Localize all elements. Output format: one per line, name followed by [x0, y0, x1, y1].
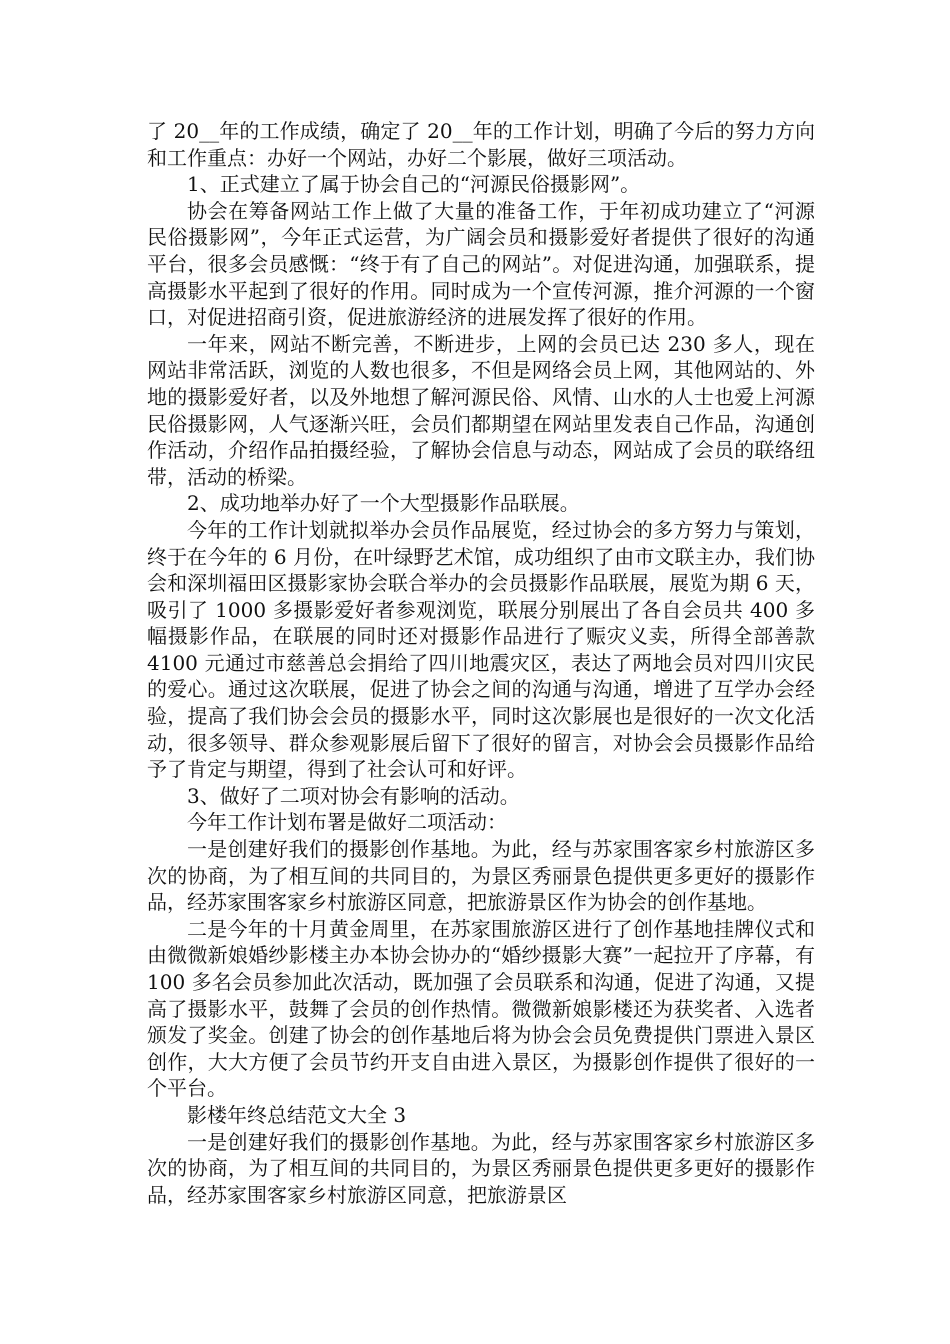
section-heading: 2、成功地举办好了一个大型摄影作品联展。 — [187, 491, 580, 516]
paragraph: 今年工作计划布署是做好二项活动： — [187, 810, 507, 835]
section-heading: 3、做好了二项对协会有影响的活动。 — [187, 783, 520, 808]
document-page — [147, 118, 815, 1208]
paragraph: 一年来，网站不断完善，不断进步，上网的会员已达 230 多人，现在网站非常活跃，浏览的人数也很多，不但是网络会员上网，其他网站的、外地的摄影爱好者，以及外地想了解河源民俗、风情、山水的人士也爱上河源民俗摄影网，人气逐渐兴旺，会员们都期望在网站里发表自己作品，沟通创作活动，介绍作品拍摄经验，了解协会信息与动态，网站成了会员的联络纽带，活动的桥梁。 — [147, 331, 815, 489]
section-heading: 1、正式建立了属于协会自己的“河源民俗摄影网”。 — [187, 172, 641, 197]
paragraph: 了 20__年的工作成绩，确定了 20__年的工作计划，明确了今后的努力方向和工作重点：办好一个网站，办好二个影展，做好三项活动。 — [147, 119, 815, 170]
paragraph: 一是创建好我们的摄影创作基地。为此，经与苏家围客家乡村旅游区多次的协商，为了相互间的共同目的，为景区秀丽景色提供更多更好的摄影作品，经苏家围客家乡村旅游区同意，把旅游景区作为协会的创作基地。 — [147, 837, 815, 915]
paragraph: 今年的工作计划就拟举办会员作品展览，经过协会的多方努力与策划，终于在今年的 6 月份，在叶绿野艺术馆，成功组织了由市文联主办，我们协会和深圳福田区摄影家协会联合举办的会员摄影作品联展，展览为期 6 天，吸引了 1000 多摄影爱好者参观浏览，联展分别展出了各自会员共 400 多幅摄影作品，在联展的同时还对摄影作品进行了赈灾义卖，所得全部善款 4100 元通过市慈善总会捐给了四川地震灾区，表达了两地会员对四川灾民的爱心。通过这次联展，促进了协会之间的沟通与沟通，增进了互学办会经验，提高了我们协会会员的摄影水平，同时这次影展也是很好的一次文化活动，很多领导、群众参观影展后留下了很好的留言，对协会会员摄影作品给予了肯定与期望，得到了社会认可和好评。 — [147, 517, 815, 782]
paragraph: 一是创建好我们的摄影创作基地。为此，经与苏家围客家乡村旅游区多次的协商，为了相互间的共同目的，为景区秀丽景色提供更多更好的摄影作品，经苏家围客家乡村旅游区同意，把旅游景区 — [147, 1129, 815, 1207]
article-title: 影楼年终总结范文大全 3 — [187, 1102, 407, 1127]
paragraph: 二是今年的十月黄金周里，在苏家围旅游区进行了创作基地挂牌仪式和由微微新娘婚纱影楼主办本协会协办的“婚纱摄影大赛”一起拉开了序幕，有 100 多名会员参加此次活动，既加强了会员联系和沟通，促进了沟通，又提高了摄影水平，鼓舞了会员的创作热情。微微新娘影楼还为获奖者、入选者颁发了奖金。创建了协会的创作基地后将为协会会员免费提供门票进入景区创作，大大方便了会员节约开支自由进入景区，为摄影创作提供了很好的一个平台。 — [147, 916, 815, 1101]
paragraph: 协会在筹备网站工作上做了大量的准备工作，于年初成功建立了“河源民俗摄影网”，今年正式运营，为广阔会员和摄影爱好者提供了很好的沟通平台，很多会员感慨：“终于有了自己的网站”。对促进沟通，加强联系，提高摄影水平起到了很好的作用。同时成为一个宣传河源，推介河源的一个窗口，对促进招商引资，促进旅游经济的进展发挥了很好的作用。 — [147, 198, 815, 330]
